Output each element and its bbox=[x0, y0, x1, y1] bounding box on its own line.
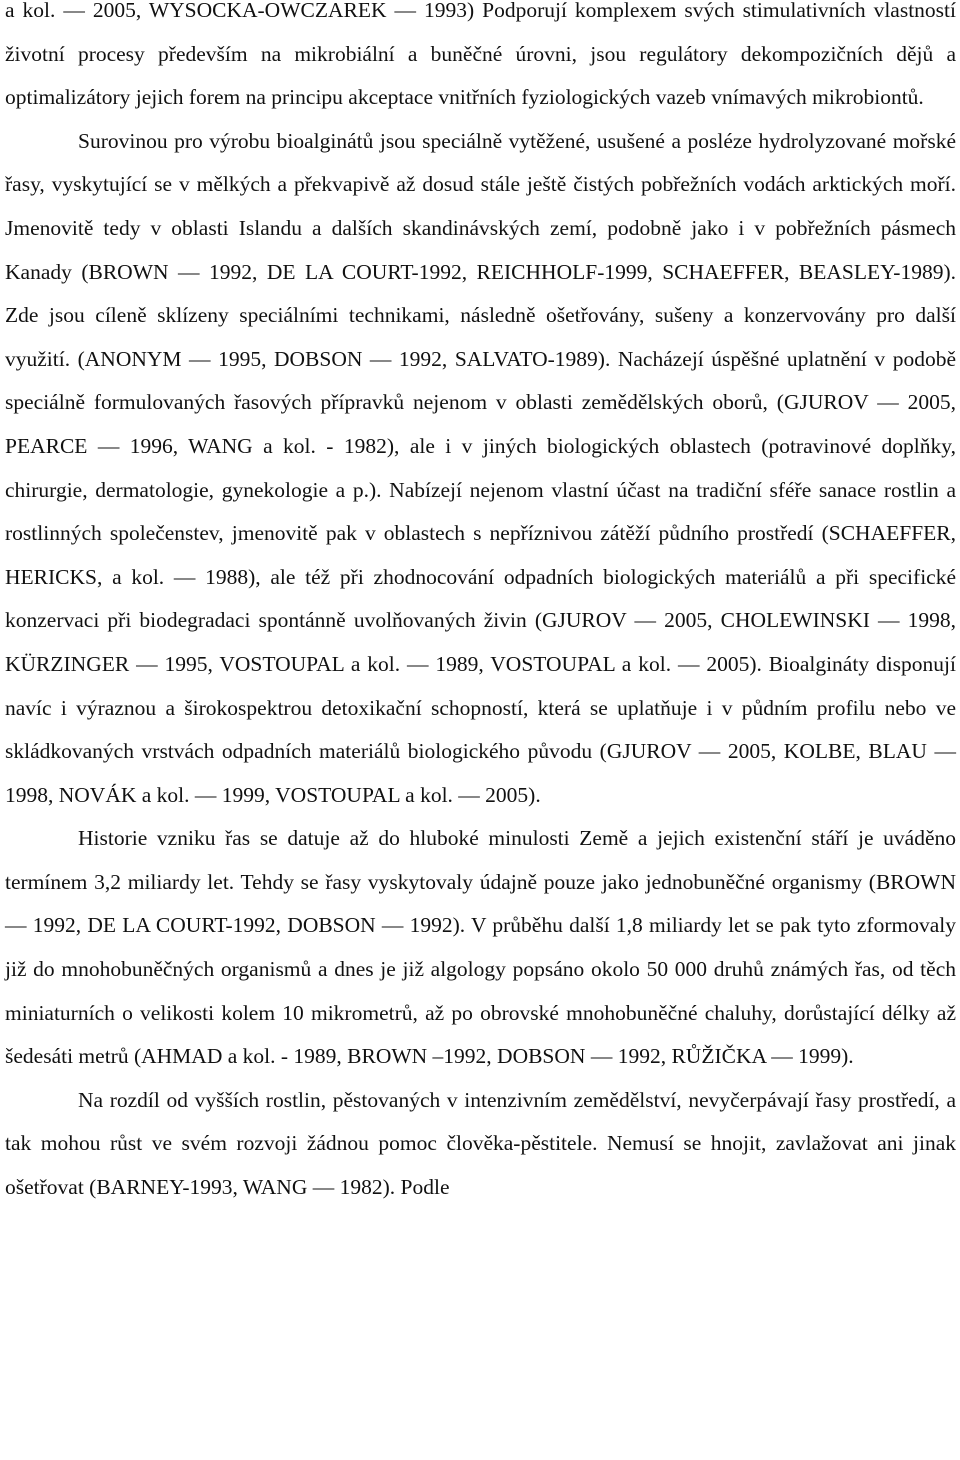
paragraph-3: Historie vzniku řas se datuje až do hluboké minulosti Země a jejich existenční stáří je uváděno termínem 3,2 miliardy let. Tehdy se řasy vyskytovaly údajně pouze jako jednobuněčné organismy (BROWN — 1992, DE LA COURT-1992, DOBSON — 1992). V průběhu další 1,8 miliardy let se pak tyto zformovaly již do mnohobuněčných organismů a dnes je již algology popsáno okolo 50 000 druhů známých řas, od těch miniaturních o velikosti kolem 10 mikrometrů, až po obrovské mnohobuněčné chaluhy, dorůstající délky až šedesáti metrů (AHMAD a kol. - 1989, BROWN –1992, DOBSON — 1992, RŮŽIČKA — 1999). bbox=[5, 826, 956, 1069]
paragraph-1: a kol. — 2005, WYSOCKA-OWCZAREK — 1993) Podporují komplexem svých stimulativních vlastností životní procesy především na mikrobiální a buněčné úrovni, jsou regulátory dekompozičních dějů a optimalizátory jejich forem na principu akceptace vnitřních fyziologických vazeb vnímavých mikrobiontů. bbox=[5, 0, 956, 110]
paragraph-4: Na rozdíl od vyšších rostlin, pěstovaných v intenzivním zemědělství, nevyčerpávají řasy prostředí, a tak mohou růst ve svém rozvoji žádnou pomoc člověka-pěstitele. Nemusí se hnojit, zavlažovat ani jinak ošetřovat (BARNEY-1993, WANG — 1982). Podle bbox=[5, 1087, 956, 1200]
paragraph-2: Surovinou pro výrobu bioalginátů jsou speciálně vytěžené, usušené a posléze hydrolyzované mořské řasy, vyskytující se v mělkých a překvapivě až dosud stále ještě čistých pobřežních vodách arktických moří. Jmenovitě tedy v oblasti Islandu a dalších skandinávských zemí, podobně jako i v pobřežních pásmech Kanady (BROWN — 1992, DE LA COURT-1992, REICHHOLF-1999, SCHAEFFER, BEASLEY-1989). Zde jsou cíleně sklízeny speciálními technikami, následně ošetřovány, sušeny a konzervovány pro další využití. (ANONYM — 1995, DOBSON — 1992, SALVATO-1989). Nacházejí úspěšné uplatnění v podobě speciálně formulovaných řasových přípravků nejenom v oblasti zemědělských oborů, (GJUROV — 2005, PEARCE — 1996, WANG a kol. - 1982), ale i v jiných biologických oblastech (potravinové doplňky, chirurgie, dermatologie, gynekologie a p.). Nabízejí nejenom vlastní účast na tradiční sféře sanace rostlin a rostlinných společenstev, jmenovitě pak v oblastech s nepříznivou zátěží půdního prostředí (SCHAEFFER, HERICKS, a kol. — 1988), ale též při zhodnocování odpadních biologických materiálů a při specifické konzervaci při biodegradaci spontánně uvolňovaných živin (GJUROV — 2005, CHOLEWINSKI — 1998, KÜRZINGER — 1995, VOSTOUPAL a kol. — 1989, VOSTOUPAL a kol. — 2005). Bioalgináty disponují navíc i výraznou a širokospektrou detoxikační schopností, která se uplatňuje i v půdním profilu nebo ve skládkovaných vrstvách odpadních materiálů biologického původu (GJUROV — 2005, KOLBE, BLAU — 1998, NOVÁK a kol. — 1999, VOSTOUPAL a kol. — 2005). bbox=[5, 128, 956, 807]
